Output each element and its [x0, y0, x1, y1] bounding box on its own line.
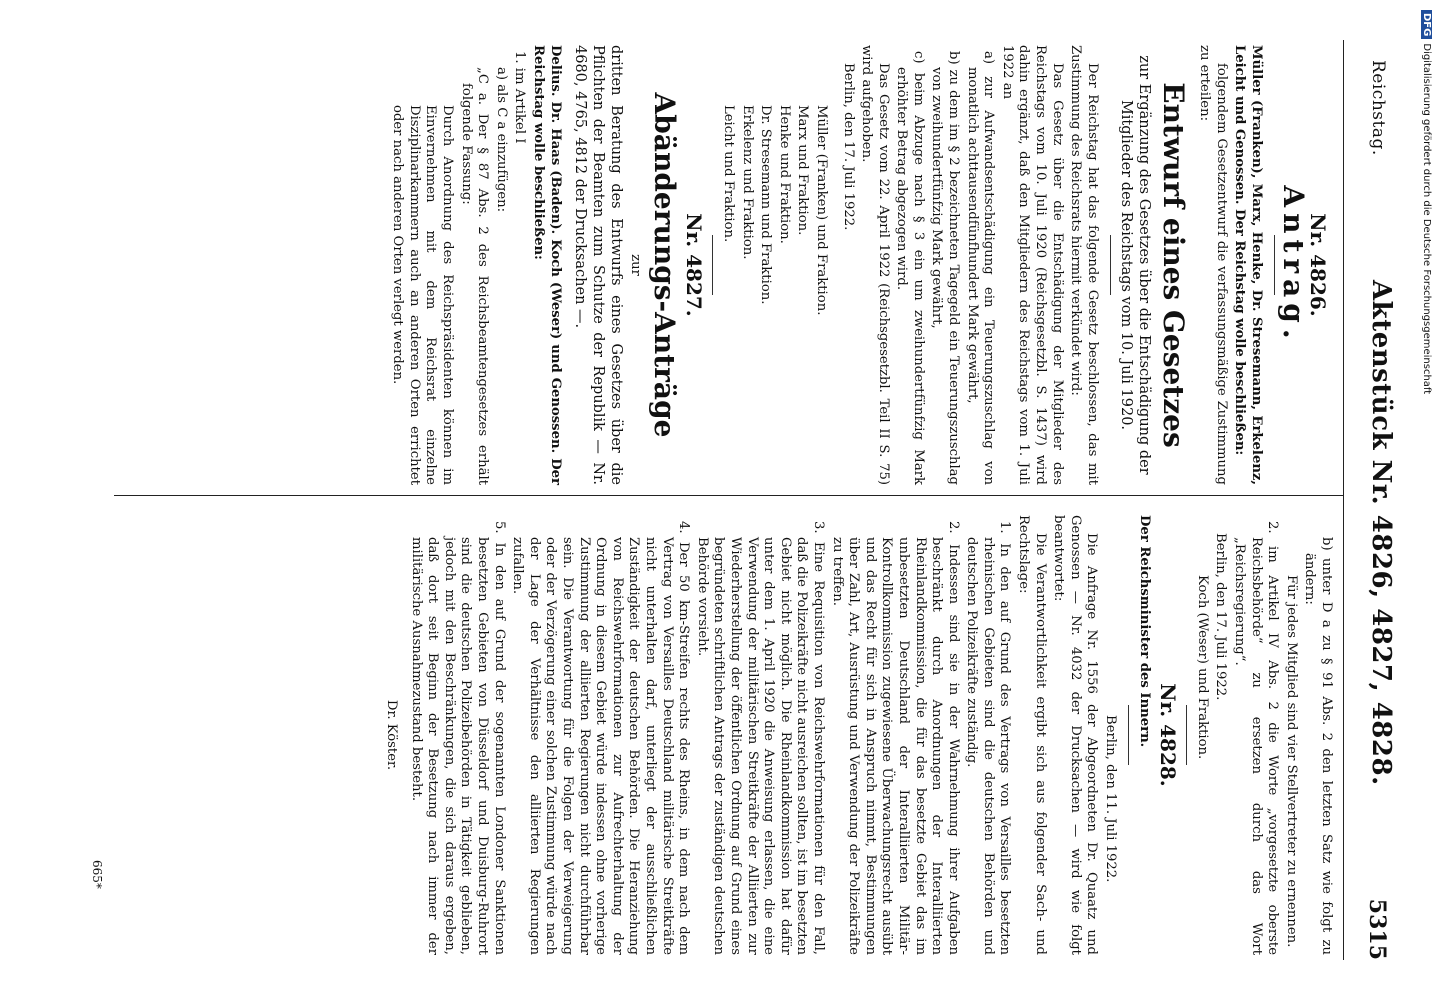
list-item-2: 2. im Artikel IV Abs. 2 die Worte „vorgesetzte oberste Reichsbehörde“ zu ersetzen durch das Wort „Reichsregierung“.: [1232, 521, 1281, 955]
signature-line: Leicht und Fraktion.: [720, 105, 736, 243]
quote: Für jedes Mitglied sind vier Stellvertreter zu ernennen.: [1283, 575, 1299, 948]
paragraph: Die Anfrage Nr. 1556 der Abgeordneten Dr. Quaatz und Genossen — Nr. 4032 der Drucksachen — wird wie folgt beantwortet:: [1051, 515, 1100, 955]
column-divider: [114, 495, 1344, 496]
short-rule: [712, 235, 713, 295]
title-antrag: Antrag.: [1277, 185, 1311, 345]
page-header: [1356, 40, 1396, 960]
sheet-number: 665*: [90, 860, 104, 889]
signature-line: Dr. Stresemann und Fraktion.: [758, 105, 774, 305]
list-item-1: 1. im Artikel I: [512, 51, 528, 144]
zur: zur: [628, 254, 644, 276]
date-line: Berlin, den 11. Juli 1922.: [1103, 715, 1119, 883]
short-rule: [1186, 705, 1187, 765]
doc-number-4826: Nr. 4826.: [1306, 213, 1330, 317]
short-rule: [1110, 235, 1111, 295]
list-item-a: a) zur Aufwandsentschädigung ein Teuerungszuschlag von monatlich achttausendfünfhundert Mark gewährt,: [964, 51, 997, 485]
right-column: [381, 515, 1334, 955]
petitioners: Delius. Dr. Haas (Baden). Koch (Weser) und Genossen. Der Reichstag wolle beschließen:: [531, 45, 563, 485]
header-left: Reichstag.: [1368, 60, 1388, 156]
header-center: Aktenstück Nr. 4826, 4827, 4828.: [1366, 280, 1396, 786]
page-number: 5315: [1364, 898, 1390, 960]
dfg-logo: DFG: [1421, 10, 1432, 39]
doc-number-4827: Nr. 4827.: [682, 213, 707, 317]
paragraph: folgendem Gesetzentwurf die verfassungsmäßige Zustimmung zu erteilen:: [1197, 45, 1229, 485]
signature-line: Henke und Fraktion.: [776, 105, 792, 244]
paragraph: Das Gesetz über die Entschädigung der Mitglieder des Reichstags vom 10. Juli 1920 (Reichsgesetzbl. S. 1437) wird dahin ergänzt, daß den Mitgliedern des Reichstags vom 1. Juli 1922 an: [999, 45, 1065, 485]
paragraph: Das Gesetz vom 22. April 1922 (Reichsgesetzbl. Teil II S. 75) wird aufgehoben.: [859, 45, 891, 485]
list-item-1: 1. In den auf Grund des Vertrags von Versailles besetzten rheinischen Gebieten sind die deutschen Behörden und deutschen Polizeikräfte zuständig.: [964, 521, 1013, 955]
law-subtitle: zur Ergänzung des Gesetzes über die Entschädigung der Mitglieder des Reichstags vom 10. Juli 1920.: [1117, 55, 1152, 475]
short-rule: [1274, 235, 1275, 295]
list-item-3: 3. Eine Requisition von Reichswehrformationen für den Fall, daß die Polizeikräfte nicht ausreichen sollten, ist im besetzten Gebiet nicht möglich. Die Rheinlandkommission hat dafür unter dem 1. April 1920 die Anweisung erlassen, die eine Verwendung der militärischen Streitkräfte der Alliierten zur Wiederherstellung der öffentlichen Ordnung auf Grund eines begründeten schriftlichen Antrags der zuständigen deutschen Behörde vorsieht.: [694, 521, 826, 955]
left-column: [387, 45, 1334, 485]
title-abaenderungs-antraege: Abänderungs-Anträge: [647, 92, 681, 438]
paragraph: Die Verantwortlichkeit ergibt sich aus folgender Sach- und Rechtslage:: [1016, 515, 1048, 955]
paragraph: Der Reichstag hat das folgende Gesetz beschlossen, das mit Zustimmung des Reichsrats hiermit verkündet wird:: [1068, 45, 1100, 485]
list-item-c: c) beim Abzuge nach § 3 ein um zweihundertfünfzig Mark erhöhter Betrag abgezogen wird.: [894, 51, 926, 485]
header-rule: [1343, 40, 1344, 960]
doc-number-4828: Nr. 4828.: [1156, 683, 1181, 787]
quote: Durch Anordnung des Reichspräsidenten können im Einvernehmen mit dem Reichsrat einzelne Disziplinarkammern auch an anderen Orten errichtet oder nach anderen Orten verlegt werden.: [390, 105, 456, 485]
short-rule: [1128, 705, 1129, 765]
signature-line: Müller (Franken) und Fraktion.: [813, 105, 829, 316]
signature-line: Marx und Fraktion.: [795, 105, 811, 236]
date-line: Berlin, den 17. Juli 1922.: [1213, 533, 1229, 701]
signature-line: Erkelenz und Fraktion.: [739, 105, 755, 260]
law-title: Entwurf eines Gesetzes: [1157, 82, 1191, 448]
list-item-b: b) unter D a zu § 91 Abs. 2 den letzten Satz wie folgt zu ändern:: [1302, 537, 1334, 955]
paragraph: dritten Beratung des Entwurfs eines Gesetzes über die Pflichten der Beamten zum Schutze der Republik — Nr. 4680, 4765, 4812 der Drucksachen —.: [571, 45, 624, 485]
quote: „C a. Der § 87 Abs. 2 des Reichsbeamtengesetzes erhält folgende Fassung:: [458, 67, 491, 485]
list-item-4: 4. Der 50 km-Streifen rechts des Rheins, in dem nach dem Vertrag von Versailles Deutschland militärische Streitkräfte nicht unterhalten darf, unterliegt der ausschließlichen Zuständigkeit der deutschen Behörden. Die Heranziehung von Reichswehrformationen zur Aufrechterhaltung der Ordnung in diesem Gebiet würde indessen ohne vorherige Zustimmung der alliierten Regierungen nicht durchführbar sein. Die Verantwortung für die Folgen der Verweigerung oder der Verzögerung einer solchen Zustimmung würde nach der Lage der Verhältnisse den alliierten Regierungen zufallen.: [510, 521, 692, 955]
date-line: Berlin, den 17. Juli 1922.: [840, 63, 856, 231]
signature: Dr. Köster.: [384, 699, 400, 771]
list-item-1a: a) als C a einzufügen:: [493, 67, 509, 213]
credit-note: Digitalisierung gefördert durch die Deutsche Forschungsgemeinschaft: [1421, 43, 1432, 395]
list-item-5: 5. In den auf Grund der sogenannten Londoner Sanktionen besetzten Gebieten von Düsseldorf und Duisburg-Ruhrort sind die deutschen Polizeibehörden in Tätigkeit geblieben, jedoch mit den Beschränkungen, die sich daraus ergeben, daß dort seit Beginn der Besetzung nach immer der militärische Ausnahmezustand besteht.: [408, 521, 507, 955]
sidebar-credit: [1418, 10, 1434, 990]
sender: Der Reichsminister des Innern.: [1136, 515, 1152, 748]
credit-text: [1416, 10, 1432, 990]
signature-line: Koch (Weser) und Fraktion.: [1194, 575, 1210, 760]
petitioners: Müller (Franken), Marx, Henke, Dr. Stresemann, Erkelenz, Leicht und Genossen. Der Reichstag wolle beschließen:: [1232, 45, 1264, 485]
list-item-b: b) zu dem im § 2 bezeichneten Tagegeld ein Teuerungszuschlag von zweihundertfünfzig Mark gewährt,: [929, 51, 962, 485]
list-item-2: 2. Indessen sind sie in der Wahrnehmung ihrer Aufgaben beschränkt durch Anordnungen der Interalliierten Rheinlandkommission, die für das besetzte Gebiet das im unbesetzten Deutschland der Interalliierten Militär-Kontrollkommission zugewiesene Überwachungsrecht ausübt und das Recht für sich in Anspruch nimmt, Bestimmungen über Zahl, Art, Ausrüstung und Verwendung der Polizeikräfte zu treffen.: [829, 521, 961, 955]
